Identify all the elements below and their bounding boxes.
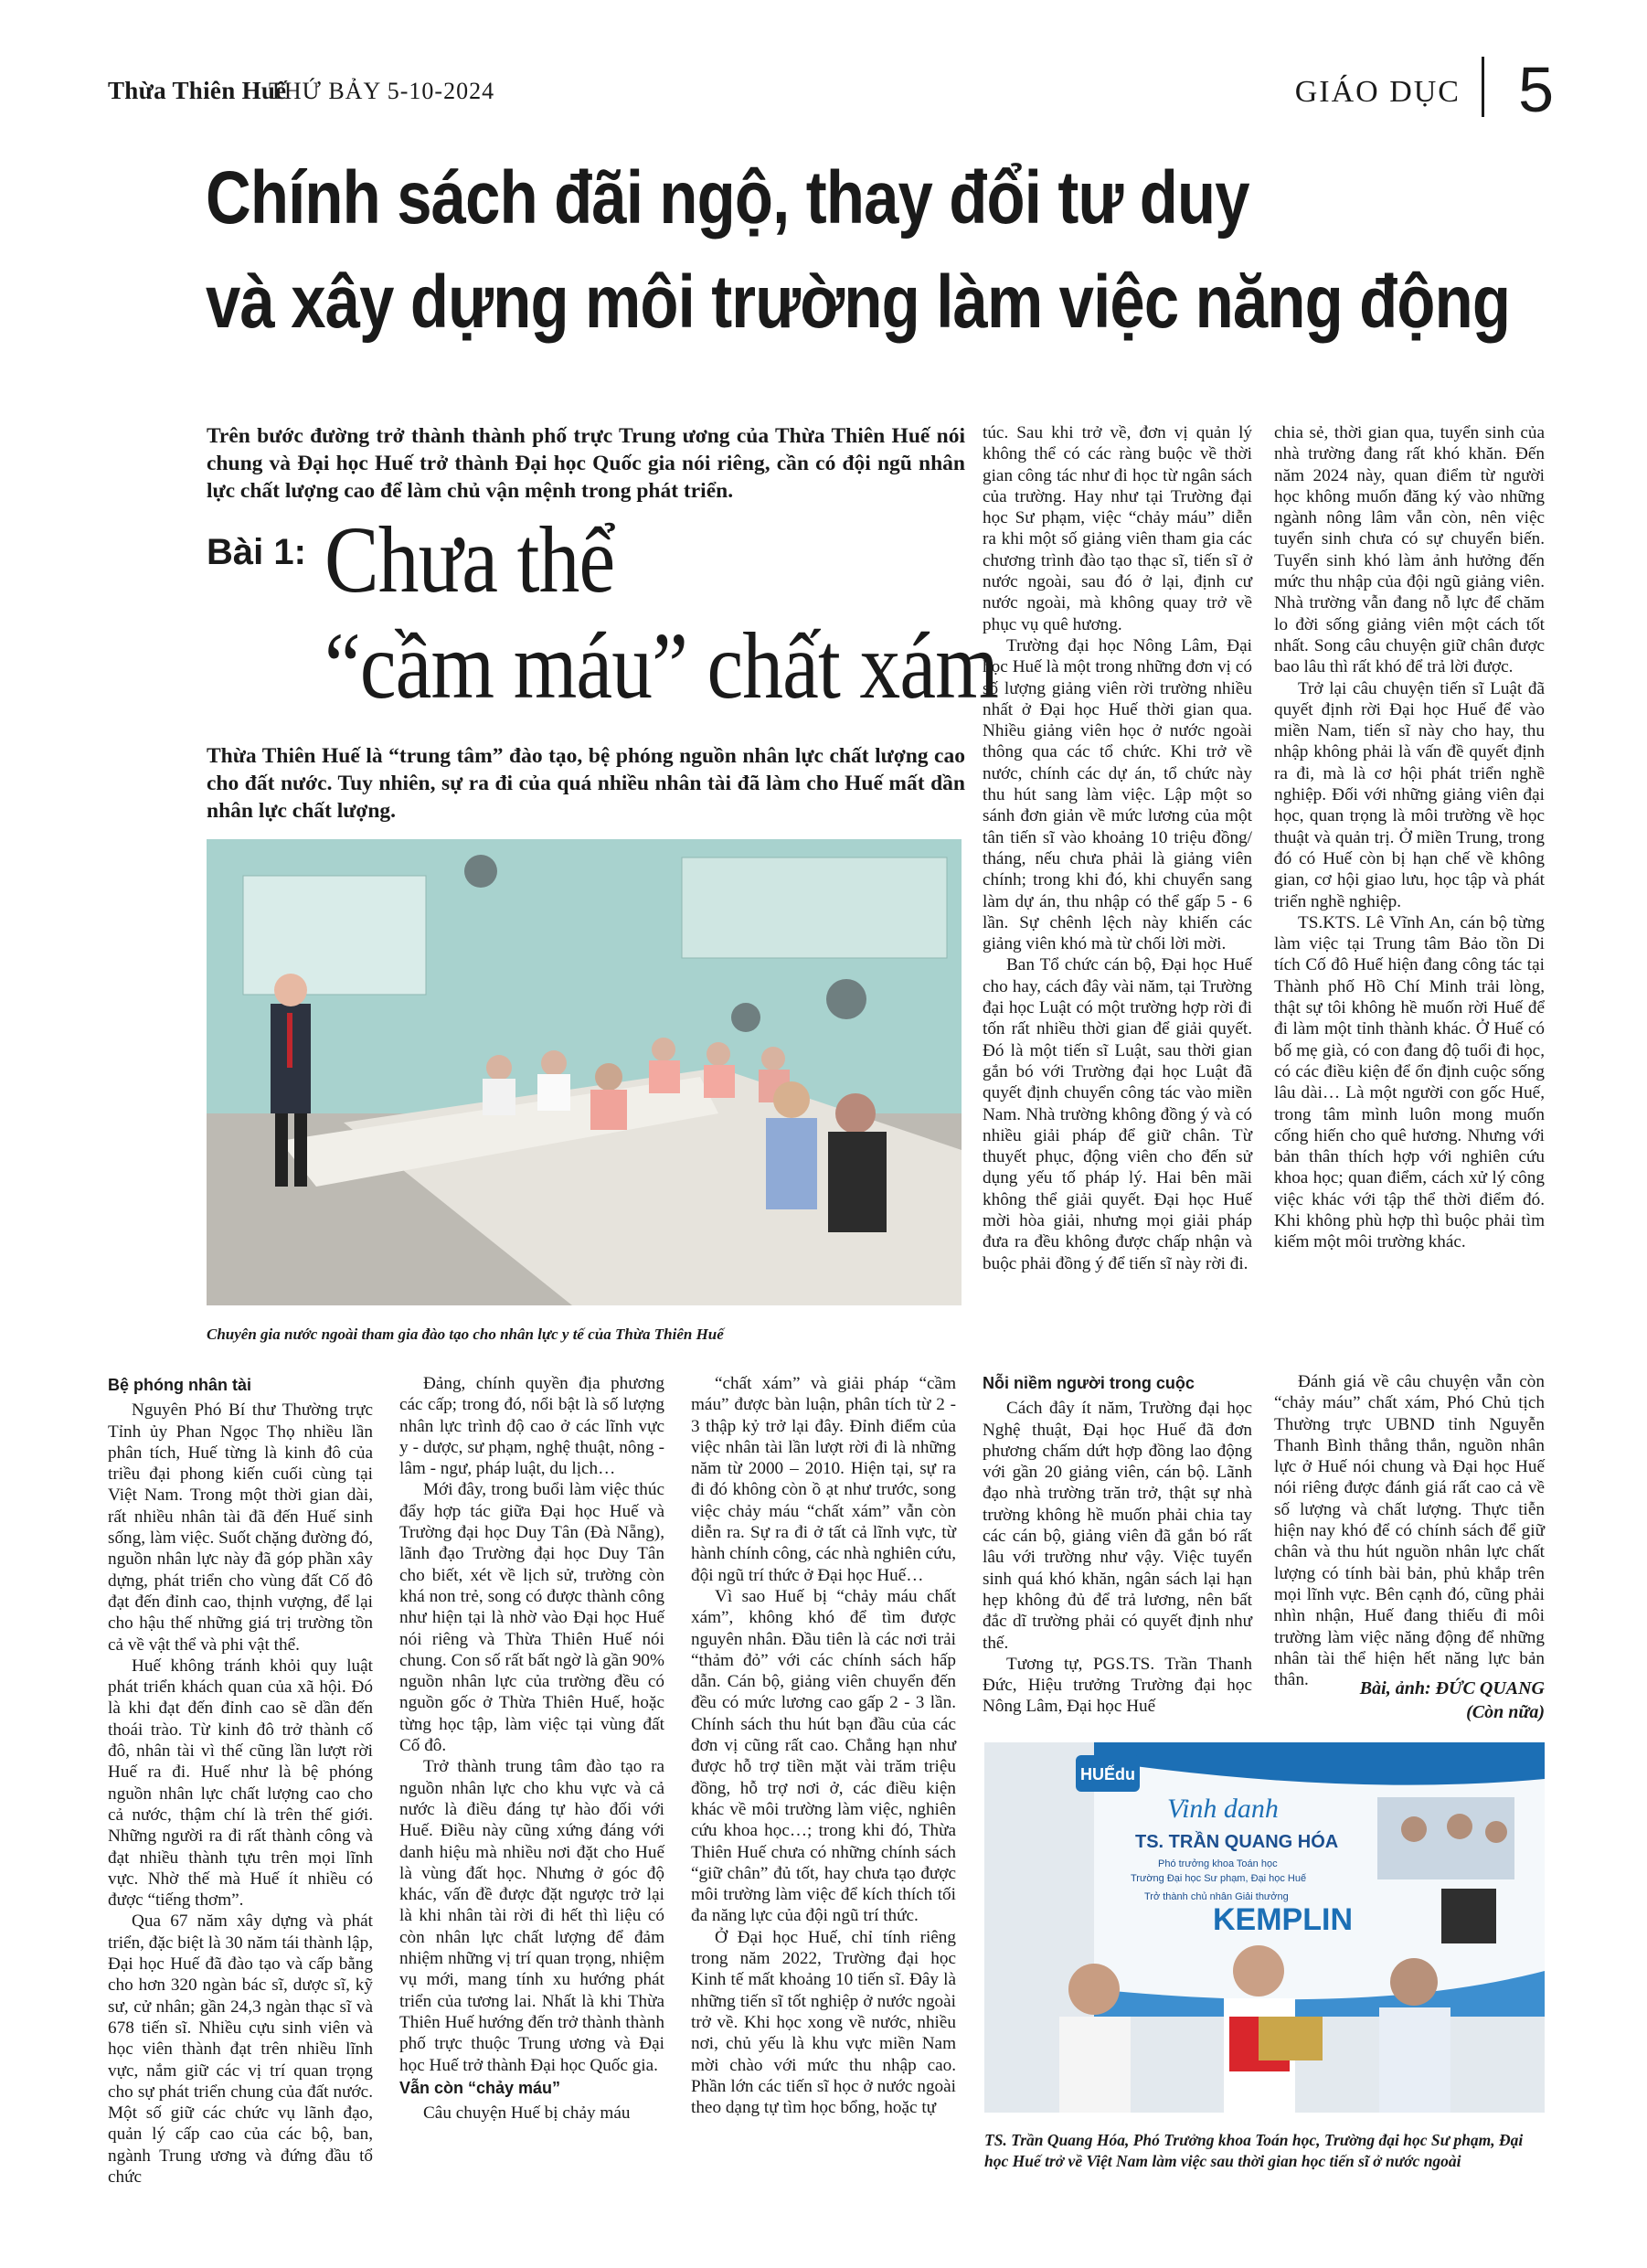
award-prize-prefix: Trở thành chủ nhân Giải thưởng	[1144, 1891, 1289, 1902]
section-divider	[1482, 57, 1484, 117]
section-heading: Nỗi niềm người trong cuộc	[983, 1374, 1195, 1392]
classroom-photo	[207, 839, 962, 1305]
article-column-2	[399, 1373, 664, 2124]
award-prize-text: KEMPLIN	[1213, 1902, 1353, 1937]
paper-name: Thừa Thiên Huế	[108, 77, 287, 104]
section-name: GIÁO DỤC	[1294, 75, 1461, 109]
series-label: Bài 1:	[207, 532, 306, 572]
paragraph: Ở Đại học Huế, chỉ tính riêng trong năm 2022, Trường đại học Kinh tế mất khoảng 10 tiến sĩ. Đây là những tiến sĩ tốt nghiệp ở nước ngoài trở về. Khi học xong về nước, nhiều nơi, chủ yếu là khu vực miền Nam mời chào với mức thu nhập cao. Phần lớn các tiến sĩ học ở nước ngoài theo dạng tự tìm học bổng, hoặc tự	[691, 1927, 956, 2118]
photo-caption-1: Chuyên gia nước ngoài tham gia đào tạo cho nhân lực y tế của Thừa Thiên Huế	[207, 1326, 724, 1343]
continued-note: (Còn nữa)	[1466, 1702, 1545, 1722]
headline-line-1: Chính sách đãi ngộ, thay đổi tư duy	[206, 156, 1249, 240]
award-name-text: TS. TRẦN QUANG HÓA	[1135, 1832, 1339, 1852]
article-column-3	[691, 1373, 956, 2118]
paragraph: Cách đây ít năm, Trường đại học Nghệ thuật, Đại học Huế đã đơn phương chấm dứt hợp đồng lao động với gần 20 giảng viên, cán bộ. Lãnh đạo nhà trường trăn trở, thật sự nhà trường không hề muốn phải chia tay các cán bộ, giảng viên đã gắn bó rất lâu với trường như vậy. Việc tuyển sinh quá khó khăn, ngân sách lại hạn hẹp không đủ để trả lương, nên bất đắc dĩ trường phải có quyết định như thế.	[983, 1399, 1252, 1653]
lead-paragraph: Trên bước đường trở thành thành phố trực Trung ương của Thừa Thiên Huế nói chung và Đại học Huế trở thành Đại học Quốc gia nói riêng, cần có đội ngũ nhân lực chất lượng cao để làm chủ vận mệnh trong phát triển.	[207, 424, 965, 503]
paragraph: TS.KTS. Lê Vĩnh An, cán bộ từng làm việc tại Trung tâm Bảo tồn Di tích Cố đô Huế hiện đang công tác tại Thành phố Hồ Chí Minh trải lòng, thật sự tôi không hề muốn rời Huế để đi làm một tỉnh thành khác. Ở Huế có bố mẹ già, có con đang độ tuổi đi học, có các điều kiện để ổn định cuộc sống lâu dài… Là một người con gốc Huế, trong tâm mình luôn mong muốn cống hiến cho quê hương. Nhưng với bản thân thích hợp với nghiên cứu khoa học; quan điểm, cách xử lý công việc khác với tập thể thời điểm đó. Khi không phù hợp thì buộc phải tìm kiếm một môi trường khác.	[1274, 912, 1545, 1252]
section-heading: Vẫn còn “chảy máu”	[399, 2078, 561, 2097]
section-heading: Bệ phóng nhân tài	[108, 1376, 251, 1394]
award-role-1: Phó trưởng khoa Toán học	[1158, 1858, 1278, 1869]
paragraph: chia sẻ, thời gian qua, tuyển sinh của nhà trường đang rất khó khăn. Đến năm 2024 này, quan điểm từ người học không muốn đăng ký vào những ngành nông lâm vẫn còn, nên việc tuyển sinh chưa có sự chuyển biến. Tuyển sinh khó làm ảnh hưởng đến mức thu nhập của đội ngũ giảng viên. Nhà trường vẫn đang nỗ lực để chăm lo đời sống giảng viên một cách tốt nhất. Song câu chuyện giữ chân được bao lâu thì rất khó để trả lời được.	[1274, 423, 1545, 677]
paragraph: Mới đây, trong buổi làm việc thúc đẩy hợp tác giữa Đại học Huế và Trường đại học Duy Tân (Đà Nẵng), lãnh đạo Trường đại học Duy Tân cho biết, xét về lịch sử, trường còn khá non trẻ, song có được thành công như hiện tại là nhờ vào Đại học Huế nói riêng và Thừa Thiên Huế nói chung. Con số rất bất ngờ là gần 90% nguồn nhân lực của trường đều có nguồn gốc ở Thừa Thiên Huế, hoặc từng học tập, làm việc tại vùng đất Cố đô.	[399, 1480, 664, 1756]
page-number: 5	[1518, 54, 1554, 125]
article-column-4	[983, 422, 1252, 1274]
vinh-danh-text: Vinh danh	[1167, 1794, 1279, 1824]
paragraph: Trường đại học Nông Lâm, Đại học Huế là một trong những đơn vị có số lượng giảng viên rời trường nhiều nhất ở Đại học Huế thời gian qua. Nhiều giảng viên học ở nước ngoài thông qua các tổ chức. Khi trở về nước, chính các dự án, tổ chức này thu hút sang làm việc. Lập một so sánh đơn giản về mức lương của một tân tiến sĩ vào khoảng 10 triệu đồng/ tháng, nếu chưa phải là giảng viên chính; trong khi đó, khi chuyển sang làm dự án, thu nhập có thể gấp 5 - 6 lần. Sự chênh lệch này khiến các giảng viên khó mà từ chối lời mời.	[983, 635, 1252, 954]
award-role-2: Trường Đại học Sư phạm, Đại học Huế	[1131, 1873, 1307, 1884]
author: Bài, ảnh: ĐỨC QUANG	[1359, 1678, 1545, 1698]
paragraph: Qua 67 năm xây dựng và phát triển, đặc biệt là 30 năm tái thành lập, Đại học Huế đã đào tạo và cấp bằng cho hơn 320 ngàn bác sĩ, dược sĩ, kỹ sư, cử nhân; gần 24,3 ngàn thạc sĩ và 678 tiến sĩ. Nhiều cựu sinh viên và học viên thành đạt trên nhiều lĩnh vực, nắm giữ các vị trí quan trọng cho sự phát triển chung của đất nước. Một số giữ các chức vụ lãnh đạo, quản lý cấp cao của các bộ, ban, ngành Trung ương và đứng đầu tổ chức	[108, 1911, 373, 2187]
headline	[206, 146, 1511, 355]
photo-caption-2: TS. Trần Quang Hóa, Phó Trưởng khoa Toán học, Trường đại học Sư phạm, Đại học Huế trở về Việt Nam làm việc sau thời gian học tiến sĩ ở nước ngoài	[984, 2131, 1524, 2170]
article-column-4-continued	[983, 1371, 1252, 1718]
paragraph: Trở thành trung tâm đào tạo ra nguồn nhân lực cho khu vực và cả nước là điều đáng tự hào đối với Huế. Điều này cũng xứng đáng với danh hiệu mà nhiều nơi đặt cho Huế là vùng đất học. Nhưng ở góc độ khác, vấn đề được đặt ngược trở lại là khi nhân tài rời đi hết thì liệu có còn nhân lực chất lượng để đảm nhiệm những vị trí quan trọng, nhiệm vụ mới, mang tính xu hướng phát triển của tương lai. Nhất là khi Thừa Thiên Huế hướng đến trở thành thành phố trực thuộc Trung ương và Đại học Huế trở thành Đại học Quốc gia.	[399, 1757, 664, 2075]
award-illustration	[984, 1742, 1545, 2113]
paragraph: Tương tự, PGS.TS. Trần Thanh Đức, Hiệu trưởng Trường đại học Nông Lâm, Đại học Huế	[983, 1654, 1252, 1717]
paragraph: Nguyên Phó Bí thư Thường trực Tỉnh ủy Phan Ngọc Thọ nhiều lần phân tích, Huế từng là kinh đô của triều đại phong kiến cuối cùng tại Việt Nam. Trong một thời gian dài, rất nhiều nhân tài đã đến Huế sinh sống, làm việc. Suốt chặng đường đó, nguồn nhân lực này đã góp phần xây dựng, phát triển cho vùng đất Cố đô đạt đến đỉnh cao, thịnh vượng, để lại cho hậu thế những giá trị trường tồn cả về vật thể và phi vật thể.	[108, 1400, 373, 1655]
paragraph: Vì sao Huế bị “chảy máu chất xám”, không khó để tìm được nguyên nhân. Đầu tiên là các nơi trải “thảm đỏ” với các chính sách hấp dẫn. Cán bộ, giảng viên chuyển đến đều có mức lương cao gấp 2 - 3 lần. Chính sách thu hút bạn đầu của các đơn vị cũng rất cao. Chẳng hạn như được hỗ trợ tiền mặt vài trăm triệu đồng, hỗ trợ nơi ở, các điều kiện khác về môi trường làm việc, nghiên cứu khoa học…; trong khi đó, Thừa Thiên Huế chưa có những chính sách “giữ chân” đủ tốt, hay chưa tạo được môi trường làm việc để kích thích tối đa năng lực của đội ngũ trí thức.	[691, 1586, 956, 1926]
paragraph: túc. Sau khi trở về, đơn vị quản lý không thể có các ràng buộc về thời gian công tác như đi học từ ngân sách của trường. Hay như tại Trường đại học Sư phạm, việc “chảy máu” diễn ra khi một số giảng viên tham gia các chương trình đào tạo thạc sĩ, tiến sĩ ở nước ngoài, sau đó ở lại, định cư nước ngoài, mà không quay trở về phục vụ quê hương.	[983, 423, 1252, 634]
logo-text: HUẾdu	[1080, 1765, 1135, 1784]
subtitle-line-2: “cầm máu” chất xám	[324, 613, 998, 719]
masthead	[108, 54, 1554, 125]
paragraph: Đánh giá về câu chuyện vẫn còn “chảy máu” chất xám, Phó Chủ tịch Thường trực UBND tỉnh Nguyễn Thanh Bình thẳng thắn, nguồn nhân lực ở Huế nói chung và Đại học Huế nói riêng được đánh giá rất cao cả về số lượng và chất lượng. Thực tiễn hiện nay khó để có chính sách để giữ chân và thu hút nguồn nhân lực chất lượng có tính bài bản, phủ khắp trên mọi lĩnh vực. Bên cạnh đó, cũng phải nhìn nhận, Huế đang thiếu đi môi trường làm việc năng động để những nhân tài thể hiện hết năng lực bản thân.	[1274, 1372, 1545, 1690]
subtitle	[324, 507, 998, 719]
paragraph: Trở lại câu chuyện tiến sĩ Luật đã quyết định rời Đại học Huế để vào miền Nam, tiến sĩ này cho hay, thu nhập không phải là vấn đề quyết định ra đi, mà là cơ hội phát triển nghề nghiệp. Đối với những giảng viên đại học, quan trọng là môi trường về học thuật và quản trị. Ở miền Trung, trong đó có Huế còn bị hạn chế về không gian, cơ hội giao lưu, học tập và phát triển nghề nghiệp.	[1274, 678, 1545, 911]
byline	[1274, 1677, 1545, 1724]
subtitle-line-1: Chưa thể	[324, 507, 615, 612]
article-column-5	[1274, 422, 1545, 1253]
award-photo	[984, 1742, 1545, 2113]
issue-date: THỨ BẢY 5-10-2024	[269, 78, 495, 104]
headline-line-2: và xây dựng môi trường làm việc năng động	[206, 261, 1511, 344]
classroom-illustration	[207, 839, 962, 1305]
paragraph: “chất xám” và giải pháp “cầm máu” được bàn luận, phân tích từ 2 - 3 thập kỷ trở lại đây. Đỉnh điểm của việc nhân tài lần lượt rời đi là những năm từ 2000 – 2010. Hiện tại, sự ra đi đó không còn ồ ạt như trước, song việc chảy máu “chất xám” vẫn còn diễn ra. Sự ra đi ở tất cả lĩnh vực, từ hành chính công, các nhà nghiên cứu, đội ngũ trí thức ở Đại học Huế…	[691, 1374, 956, 1585]
article-column-5-continued	[1274, 1371, 1545, 1690]
paragraph: Câu chuyện Huế bị chảy máu	[423, 2103, 631, 2124]
paragraph: Ban Tổ chức cán bộ, Đại học Huế cho hay, cách đây vài năm, tại Trường đại học Luật có một trường hợp rời đi tốn rất nhiều thời gian để giải quyết. Đó là một tiến sĩ Luật, sau thời gian gắn bó với Trường đại học Luật đã quyết định chuyển công tác vào miền Nam. Nhà trường không đồng ý và có nhiều giải pháp để giữ chân. Từ thuyết phục, động viên cho đến sử dụng yếu tố pháp lý. Hai bên mãi không thể giải quyết. Đại học Huế mời hòa giải, nhưng mọi giải pháp đưa ra đều không được chấp nhận và buộc phải đồng ý để tiến sĩ này rời đi.	[983, 955, 1252, 1273]
paragraph: Huế không tránh khỏi quy luật phát triển khách quan của xã hội. Đó là khi đạt đến đỉnh cao sẽ dần đến thoái trào. Từ kinh đô trở thành cố đô, nhân tài vì thế cũng lần lượt rời Huế ra đi. Huế như là bệ phóng nguồn nhân lực chất lượng cao cho cả nước, thậm chí là trên thế giới. Những người ra đi rất thành công và đạt nhiều thành tựu trên mọi lĩnh vực. Nhờ thế mà Huế ít nhiều có được “tiếng thơm”.	[108, 1656, 373, 1911]
paragraph: Đảng, chính quyền địa phương các cấp; trong đó, nổi bật là số lượng nhân lực trình độ cao ở các lĩnh vực y - dược, sư phạm, nghệ thuật, nông - lâm - ngư, pháp luật, du lịch…	[399, 1374, 664, 1479]
sapo-paragraph: Thừa Thiên Huế là “trung tâm” đào tạo, bệ phóng nguồn nhân lực chất lượng cao cho đất nước. Tuy nhiên, sự ra đi của quá nhiều nhân tài đã làm cho Huế mất dần nhân lực chất lượng.	[207, 744, 965, 823]
article-column-1	[108, 1373, 373, 2188]
